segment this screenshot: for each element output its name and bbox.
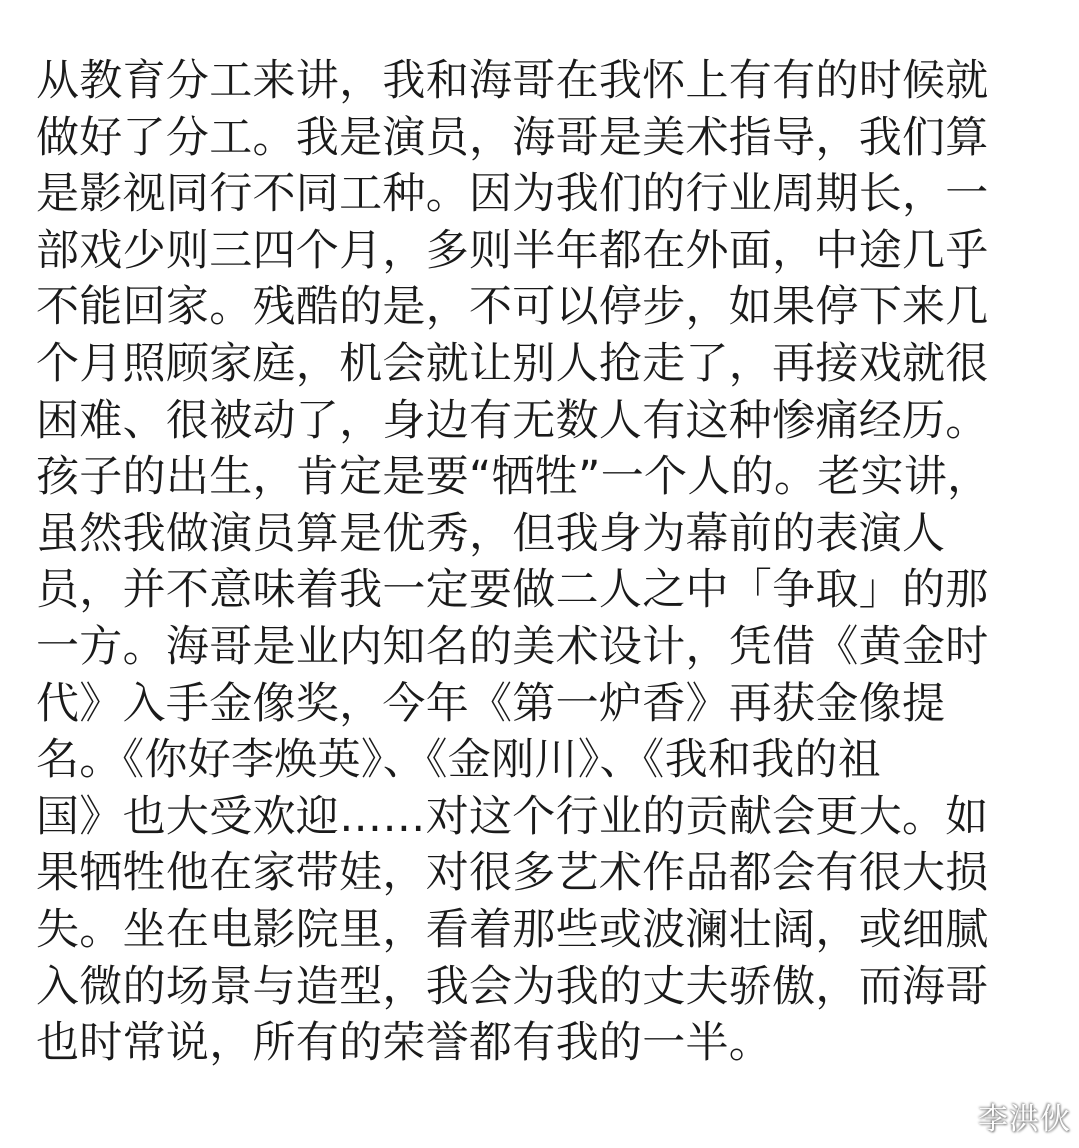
text-line: 国》也大受欢迎……对这个行业的贡献会更大。如 (36, 791, 989, 842)
text-line: 虽然我做演员算是优秀，但我身为幕前的表演人 (36, 508, 946, 559)
text-line: 部戏少则三四个月，多则半年都在外面，中途几乎 (36, 225, 989, 276)
text-line: 代》入手金像奖，今年《第一炉香》再获金像提 (36, 678, 946, 729)
text-line: 从教育分工来讲，我和海哥在我怀上有有的时候就 (36, 56, 989, 106)
text-line: 做好了分工。我是演员，海哥是美术指导，我们算 (36, 112, 989, 163)
article-text (36, 53, 1036, 1072)
text-line: 不能回家。残酷的是，不可以停步，如果停下来几 (36, 282, 989, 333)
text-line: 一方。海哥是业内知名的美术设计，凭借《黄金时 (36, 621, 989, 672)
text-line: 失。坐在电影院里，看着那些或波澜壮阔，或细腻 (36, 904, 989, 955)
text-line: 入微的场景与造型，我会为我的丈夫骄傲，而海哥 (36, 961, 989, 1012)
watermark: 李洪伙 (978, 1102, 1071, 1137)
text-line: 也时常说，所有的荣誉都有我的一半。 (36, 1018, 773, 1069)
text-line: 孩子的出生，肯定是要“牺牲”一个人的。老实讲， (36, 452, 991, 503)
text-line: 员，并不意味着我一定要做二人之中「争取」的那 (36, 565, 989, 616)
text-line: 名。《你好李焕英》、《金刚川》、《我和我的祖 (36, 735, 882, 786)
text-line: 困难、很被动了，身边有无数人有这种惨痛经历。 (36, 395, 989, 446)
text-line: 果牺牲他在家带娃，对很多艺术作品都会有很大损 (36, 848, 989, 899)
text-line: 个月照顾家庭，机会就让别人抢走了，再接戏就很 (36, 338, 989, 389)
text-line: 是影视同行不同工种。因为我们的行业周期长，一 (36, 169, 989, 220)
